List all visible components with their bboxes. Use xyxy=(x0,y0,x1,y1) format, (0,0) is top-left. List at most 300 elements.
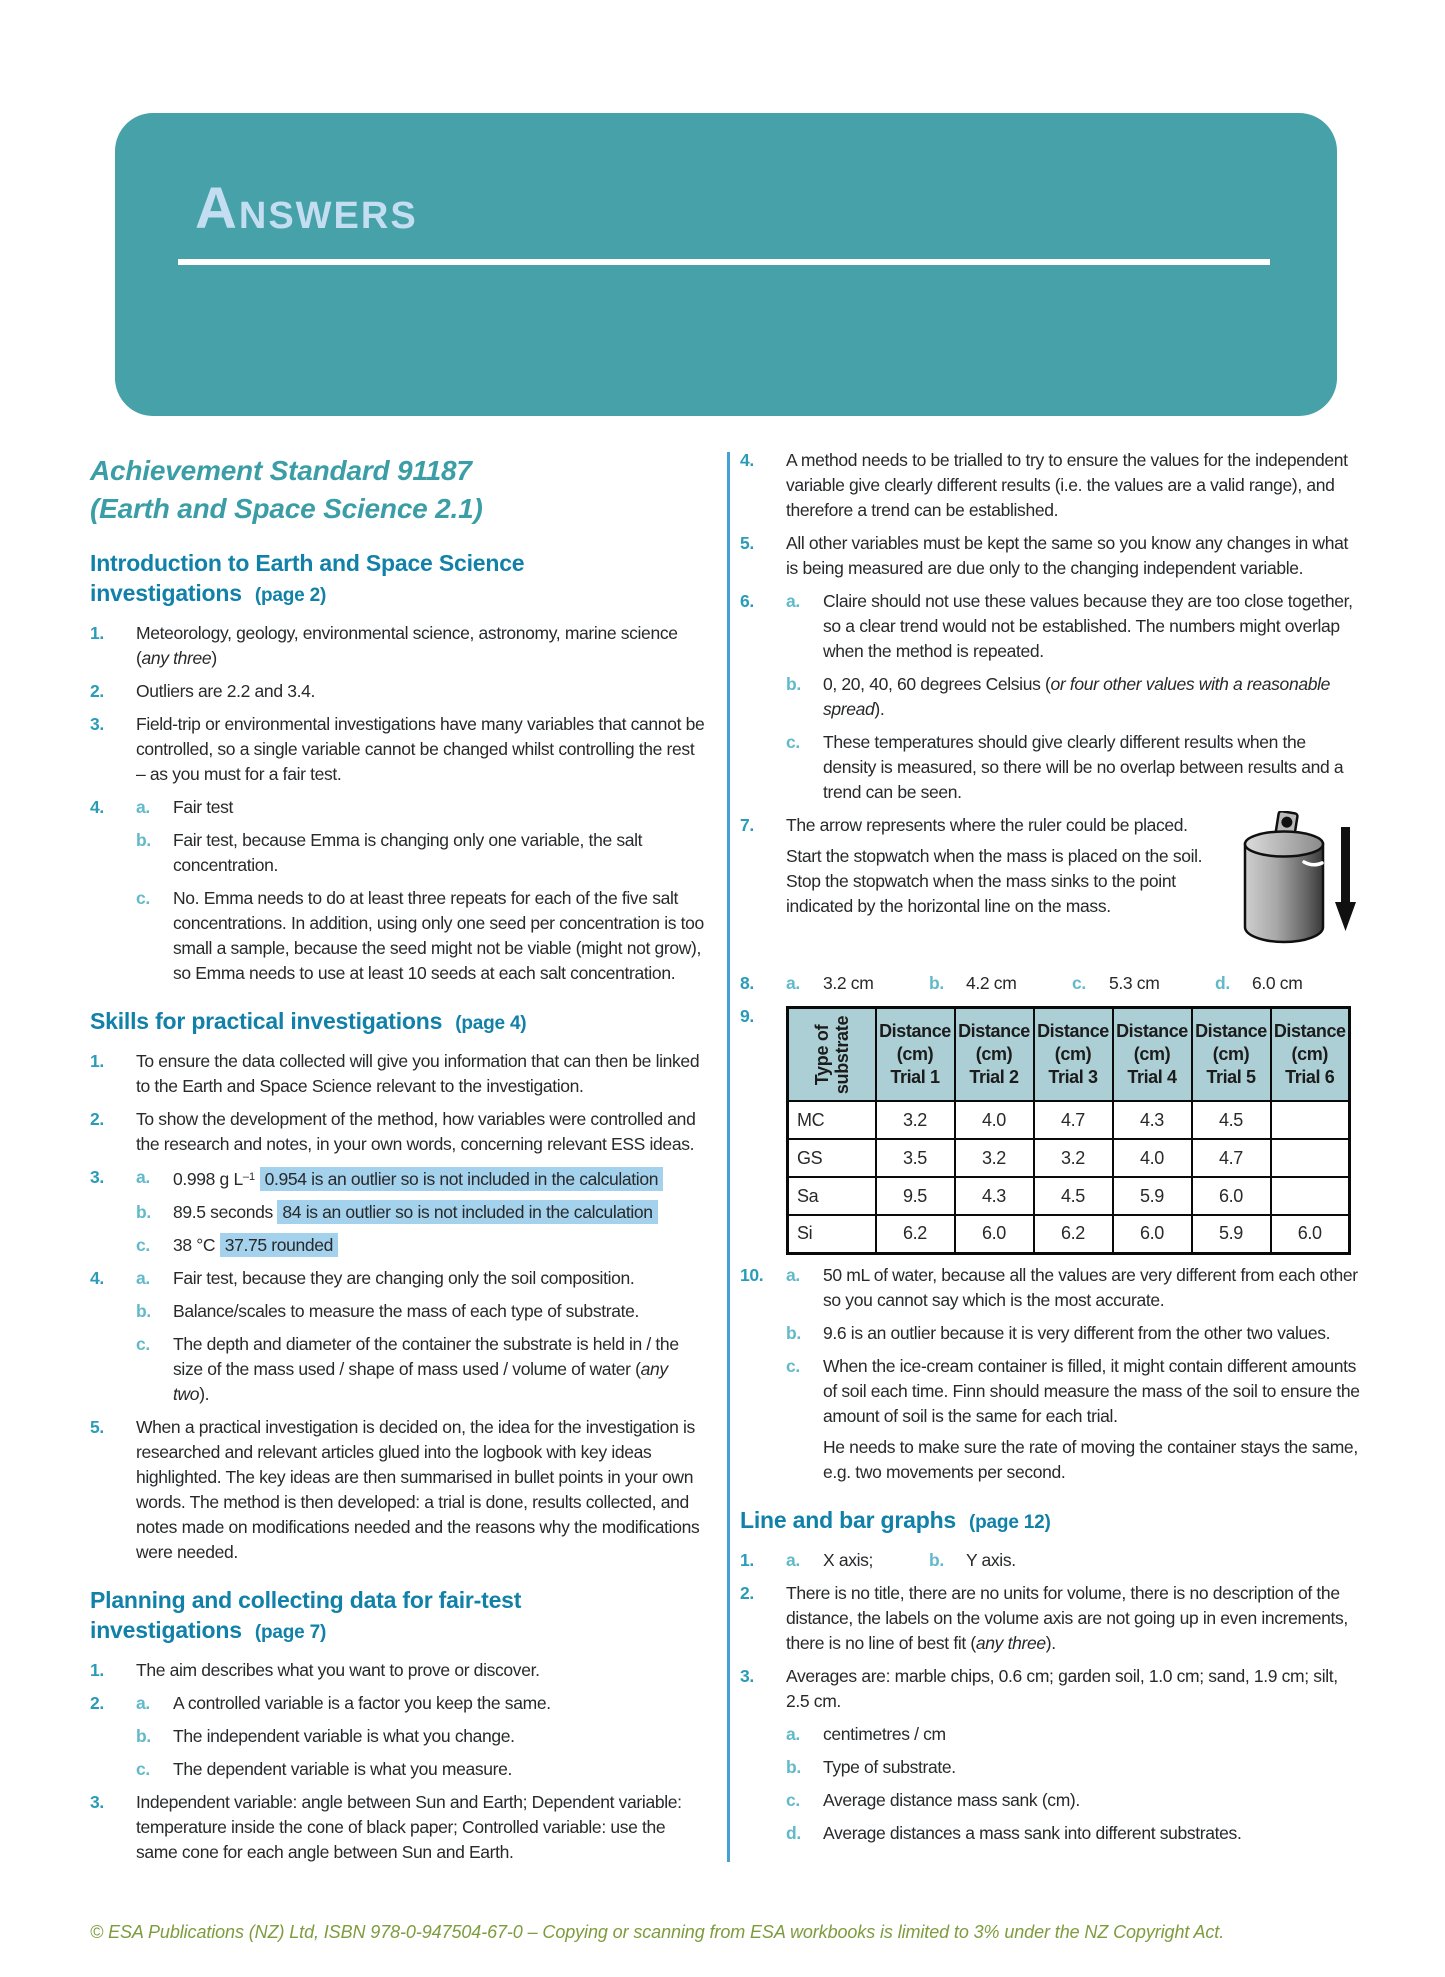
answer-text xyxy=(173,1266,706,1291)
answer-item xyxy=(740,672,1360,722)
section-heading xyxy=(90,1006,706,1039)
answer-text xyxy=(173,1200,706,1225)
item-number: 10. xyxy=(740,1264,764,1285)
section-title: Skills for practical investigations xyxy=(90,1008,443,1034)
superscript-text: –1 xyxy=(242,1171,256,1183)
answer-text xyxy=(786,971,1360,996)
answer-item xyxy=(740,448,1360,523)
answer-paragraph xyxy=(823,1788,1360,1813)
answer-paragraph xyxy=(136,679,706,704)
table-column-header-line: Distance xyxy=(879,1021,951,1041)
row-label-cell: Sa xyxy=(788,1177,876,1215)
text-segment: Fair test, because Emma is changing only one variable, the salt concentration. xyxy=(173,830,643,875)
answer-item xyxy=(90,1757,706,1782)
item-letter: b. xyxy=(136,1301,151,1321)
answer-paragraph xyxy=(786,1664,1360,1714)
text-segment: Fair test, because they are changing only the soil composition. xyxy=(173,1268,635,1288)
answer-paragraph xyxy=(136,1658,706,1683)
answer-item xyxy=(740,1664,1360,1714)
item-number: 1. xyxy=(90,1660,104,1680)
table-value-cell: 6.0 xyxy=(1271,1215,1350,1253)
answer-text xyxy=(173,1165,706,1192)
text-segment: There is no title, there are no units for volume, there is no description of the distance, the labels on the volume axis are not going up in even increments, there is no line of best fit ( xyxy=(786,1582,1348,1653)
table-header-row xyxy=(788,1008,1350,1102)
answer-text xyxy=(823,672,1360,722)
answer-item xyxy=(90,1658,706,1683)
text-segment: When the ice-cream container is filled, it might contain different amounts of soil each time. Finn should measure the mass of the soil to ensure the amount of soil is the same for each trial. xyxy=(823,1355,1360,1426)
answer-text xyxy=(173,1724,706,1749)
answer-item xyxy=(90,1724,706,1749)
answer-paragraph xyxy=(173,1233,706,1258)
inline-answer-pair xyxy=(929,971,1028,996)
answer-item xyxy=(90,1107,706,1157)
mass-body xyxy=(1245,844,1323,942)
banner-title: ANSWERS xyxy=(195,176,418,241)
inline-answer-pair xyxy=(1215,971,1314,996)
table-row xyxy=(788,1101,1350,1139)
page-reference: (page 2) xyxy=(254,585,327,606)
table-column-header-line: Trial 3 xyxy=(1048,1067,1098,1087)
item-number: 1. xyxy=(90,1051,104,1071)
item-number: 3. xyxy=(90,1792,104,1812)
table-value-cell: 9.5 xyxy=(876,1177,955,1215)
section-title: Planning and collecting data for fair-test investigations xyxy=(90,1587,522,1643)
text-segment: Field-trip or environmental investigations have many variables that cannot be controlled, so a single variable cannot be changed whilst controlling the rest – as you must for a fair test. xyxy=(136,714,705,784)
text-segment: The arrow represents where the ruler could be placed. xyxy=(786,815,1188,835)
table-value-cell: 6.0 xyxy=(1192,1177,1271,1215)
highlighted-answer: 84 is an outlier so is not included in the calculation xyxy=(277,1200,657,1224)
item-number: 5. xyxy=(90,1417,104,1437)
answer-item xyxy=(90,679,706,704)
answer-item xyxy=(90,1165,706,1192)
inline-answer-pair xyxy=(786,1548,885,1573)
text-segment: 0, 20, 40, 60 degrees Celsius ( xyxy=(823,674,1051,694)
answer-paragraph xyxy=(173,1757,706,1782)
text-segment: Average distance mass sank (cm). xyxy=(823,1789,1080,1810)
answer-text xyxy=(823,1788,1360,1813)
table-row xyxy=(788,1215,1350,1253)
section-heading xyxy=(90,548,706,611)
item-letter: a. xyxy=(136,1268,150,1288)
item-letter: a. xyxy=(136,1693,150,1713)
item-number: 3. xyxy=(90,714,104,734)
text-segment: To ensure the data collected will give you information that can then be linked to the Earth and Space Science relevant to the investigation. xyxy=(136,1051,700,1096)
table-value-cell: 4.0 xyxy=(955,1101,1034,1139)
item-letter: b. xyxy=(136,1726,151,1746)
text-segment: He needs to make sure the rate of moving the container stays the same, e.g. two movements per second. xyxy=(823,1436,1358,1482)
answer-text xyxy=(823,730,1360,805)
answer-item xyxy=(740,1354,1360,1485)
answer-paragraph xyxy=(823,1435,1360,1485)
answer-item xyxy=(90,1299,706,1324)
item-letter: c. xyxy=(786,1355,800,1376)
answer-paragraph xyxy=(136,1415,706,1565)
table-column-header xyxy=(1192,1008,1271,1102)
text-segment: 89.5 seconds xyxy=(173,1202,278,1222)
table-value-cell: 4.5 xyxy=(1034,1177,1113,1215)
text-segment: Balance/scales to measure the mass of each type of substrate. xyxy=(173,1301,639,1321)
answer-paragraph xyxy=(823,589,1360,664)
section-title: Introduction to Earth and Space Science investigations xyxy=(90,550,525,606)
answer-paragraph xyxy=(173,1724,706,1749)
answer-paragraph xyxy=(136,1790,706,1865)
item-letter: c. xyxy=(1072,973,1086,993)
answer-paragraph xyxy=(823,1263,1360,1313)
answer-item xyxy=(90,1233,706,1258)
item-letter: c. xyxy=(136,888,150,908)
item-number: 8. xyxy=(740,973,754,993)
answer-paragraph xyxy=(136,1049,706,1099)
answer-item xyxy=(740,1755,1360,1780)
answer-item xyxy=(740,730,1360,805)
answer-paragraph xyxy=(823,1321,1360,1346)
inline-answer-pair xyxy=(1072,971,1171,996)
answer-text xyxy=(136,1790,706,1865)
page-reference: (page 12) xyxy=(969,1511,1051,1533)
answer-item xyxy=(740,1821,1360,1846)
text-segment: 38 °C xyxy=(173,1235,220,1255)
page-reference: (page 4) xyxy=(455,1013,527,1034)
answer-text xyxy=(173,1332,706,1407)
item-letter: b. xyxy=(929,1549,944,1570)
item-letter: b. xyxy=(929,973,944,993)
text-segment: Type of substrate. xyxy=(823,1756,956,1777)
table-value-cell: 6.0 xyxy=(955,1215,1034,1253)
answer-item xyxy=(90,621,706,671)
table-column-header xyxy=(1113,1008,1192,1102)
answer-text xyxy=(823,1755,1360,1780)
answer-value: 6.0 cm xyxy=(1252,973,1303,993)
table-value-cell: 5.9 xyxy=(1113,1177,1192,1215)
copyright-footer: © ESA Publications (NZ) Ltd, ISBN 978-0-947504-67-0 – Copying or scanning from ESA workbooks is limited to 3% under the NZ Copyright Act. xyxy=(90,1922,1225,1942)
table-row xyxy=(788,1139,1350,1177)
text-segment: The depth and diameter of the container the substrate is held in / the size of the mass used / shape of mass used / volume of water ( xyxy=(173,1334,679,1379)
item-letter: c. xyxy=(136,1235,150,1255)
item-letter: c. xyxy=(786,732,800,752)
section-title: Line and bar graphs xyxy=(740,1506,957,1533)
answer-item xyxy=(90,828,706,878)
answer-paragraph xyxy=(823,1821,1360,1846)
answers-table-wrap xyxy=(786,1006,1360,1255)
item-number: 2. xyxy=(740,1582,754,1603)
table-column-header-line: Trial 2 xyxy=(969,1067,1019,1087)
answer-value: Y axis. xyxy=(966,1549,1016,1570)
answer-paragraph xyxy=(823,672,1360,722)
answer-text xyxy=(173,1757,706,1782)
highlighted-answer: 37.75 rounded xyxy=(220,1233,338,1257)
answer-value: 5.3 cm xyxy=(1109,973,1160,993)
table-column-header-line: (cm) xyxy=(1054,1044,1092,1064)
text-segment: Fair test xyxy=(173,797,234,817)
item-number: 2. xyxy=(90,1109,104,1129)
table-value-cell: 4.0 xyxy=(1113,1139,1192,1177)
answer-text xyxy=(786,813,1360,963)
table-value-cell: 3.2 xyxy=(876,1101,955,1139)
text-segment: A controlled variable is a factor you keep the same. xyxy=(173,1693,551,1713)
answer-item xyxy=(90,1200,706,1225)
text-segment: Claire should not use these values because they are too close together, so a clear trend would not be established. The numbers might overlap when the method is repeated. xyxy=(823,591,1353,661)
text-segment: ). xyxy=(1045,1632,1056,1653)
page-reference: (page 7) xyxy=(254,1622,327,1643)
answer-text xyxy=(136,1049,706,1099)
item-letter: c. xyxy=(136,1759,150,1779)
answers-banner xyxy=(115,113,1337,416)
table-column-header-line: Distance xyxy=(1195,1021,1267,1041)
table-value-cell: 4.7 xyxy=(1192,1139,1271,1177)
answer-text xyxy=(136,679,706,704)
answer-item xyxy=(740,1581,1360,1656)
text-segment: No. Emma needs to do at least three repeats for each of the five salt concentrations. In addition, using only one seed per concentration is too small a sample, because the seed might not be viable (might not grow), so Emma needs to use at least 10 seeds at each salt concentration. xyxy=(173,888,704,983)
answer-paragraph xyxy=(136,621,706,671)
answer-item xyxy=(90,1049,706,1099)
right-column xyxy=(740,448,1360,1854)
answer-paragraph xyxy=(173,795,706,820)
table-value-cell: 6.0 xyxy=(1113,1215,1192,1253)
text-segment: Average distances a mass sank into different substrates. xyxy=(823,1822,1242,1843)
item-letter: b. xyxy=(136,1202,151,1222)
mass-figure xyxy=(1238,811,1360,959)
table-column-header-line: Trial 5 xyxy=(1206,1067,1256,1087)
answer-paragraph xyxy=(173,886,706,986)
row-label-cell: Si xyxy=(788,1215,876,1253)
highlighted-answer: 0.954 is an outlier so is not included in the calculation xyxy=(260,1167,664,1191)
section-heading xyxy=(90,1585,706,1648)
inline-answer-pair xyxy=(786,971,885,996)
table-value-cell: 3.2 xyxy=(955,1139,1034,1177)
item-letter: c. xyxy=(786,1789,800,1810)
item-letter: a. xyxy=(136,1167,150,1187)
italic-note: any three xyxy=(975,1632,1046,1653)
answer-item xyxy=(740,531,1360,581)
answer-value: 4.2 cm xyxy=(966,973,1017,993)
mass-image xyxy=(1238,811,1360,959)
item-number: 2. xyxy=(90,681,104,701)
answer-text xyxy=(173,1233,706,1258)
item-letter: a. xyxy=(786,1723,800,1744)
table-value-cell: 4.3 xyxy=(1113,1101,1192,1139)
answers-table xyxy=(786,1006,1351,1255)
sink-arrow-icon xyxy=(1335,827,1356,931)
table-column-header-line: Distance xyxy=(958,1021,1030,1041)
answer-text xyxy=(786,1004,1360,1255)
text-segment: 9.6 is an outlier because it is very different from the other two values. xyxy=(823,1322,1331,1343)
answer-text xyxy=(136,1107,706,1157)
text-segment: Meteorology, geology, environmental science, astronomy, marine science ( xyxy=(136,623,678,668)
table-answer-item xyxy=(740,1004,1360,1255)
item-number: 2. xyxy=(90,1693,104,1713)
item-letter: a. xyxy=(786,1549,800,1570)
item-number: 7. xyxy=(740,815,754,835)
answer-item xyxy=(90,1415,706,1565)
text-segment: Averages are: marble chips, 0.6 cm; garden soil, 1.0 cm; sand, 1.9 cm; silt, 2.5 cm. xyxy=(786,1665,1338,1711)
left-column xyxy=(90,452,706,1873)
text-segment: 50 mL of water, because all the values are very different from each other so you cannot say which is the most accurate. xyxy=(823,1264,1358,1310)
item-number: 9. xyxy=(740,1006,754,1026)
text-segment: Start the stopwatch when the mass is placed on the soil. Stop the stopwatch when the mass sinks to the point indicated by the horizontal line on the mass. xyxy=(786,846,1203,916)
answer-text xyxy=(173,828,706,878)
standard-heading-line: (Earth and Space Science 2.1) xyxy=(90,493,483,524)
text-segment: 0.998 g L xyxy=(173,1169,243,1189)
table-column-header xyxy=(1034,1008,1113,1102)
answer-text xyxy=(173,886,706,986)
answer-item xyxy=(90,1332,706,1407)
answer-item xyxy=(740,1321,1360,1346)
answer-text xyxy=(136,621,706,671)
text-segment: ). xyxy=(874,699,885,719)
table-column-header xyxy=(1271,1008,1350,1102)
answer-value: X axis; xyxy=(823,1549,874,1570)
item-letter: b. xyxy=(136,830,151,850)
item-number: 1. xyxy=(90,623,104,643)
answer-paragraph xyxy=(786,448,1360,523)
answer-item xyxy=(90,1790,706,1865)
table-column-header-line: Trial 1 xyxy=(890,1067,940,1087)
item-letter: a. xyxy=(136,797,150,817)
italic-note: any two xyxy=(173,1359,668,1404)
item-letter: a. xyxy=(786,591,800,611)
table-corner-label: Type of substrate xyxy=(811,1015,852,1094)
table-head xyxy=(788,1008,1350,1102)
text-segment: All other variables must be kept the same so you know any changes in what is being measured are due only to the changing independent variable. xyxy=(786,533,1348,578)
item-number: 4. xyxy=(90,797,104,817)
text-segment: ) xyxy=(211,648,217,668)
text-segment: When a practical investigation is decided on, the idea for the investigation is researched and relevant articles glued into the logbook with key ideas highlighted. The key ideas are then summarised in bullet points in your own words. The method is then developed: a trial is done, results collected, and notes made on modifications needed and the reasons why the modifications were needed. xyxy=(136,1417,700,1562)
table-column-header-line: (cm) xyxy=(1291,1044,1328,1064)
answer-paragraph xyxy=(173,828,706,878)
answer-paragraph xyxy=(136,1107,706,1157)
item-letter: b. xyxy=(786,1322,801,1343)
table-value-cell: 4.3 xyxy=(955,1177,1034,1215)
table-column-header-line: Distance xyxy=(1037,1021,1109,1041)
table-column-header-line: (cm) xyxy=(896,1044,934,1064)
answer-text xyxy=(173,1691,706,1716)
row-label-cell: GS xyxy=(788,1139,876,1177)
answer-item xyxy=(740,1548,1360,1573)
table-corner-cell xyxy=(788,1008,876,1102)
item-letter: d. xyxy=(786,1822,801,1843)
answer-paragraph xyxy=(173,1165,706,1192)
text-segment: Outliers are 2.2 and 3.4. xyxy=(136,681,315,701)
answer-text xyxy=(173,1299,706,1324)
answer-item xyxy=(740,589,1360,664)
answer-paragraph xyxy=(786,531,1360,581)
answer-text xyxy=(173,795,706,820)
banner-underline xyxy=(178,259,1270,265)
item-number: 3. xyxy=(740,1665,754,1686)
answer-paragraph xyxy=(173,1266,706,1291)
item-number: 4. xyxy=(740,450,754,470)
table-column-header-line: (cm) xyxy=(1133,1044,1171,1064)
text-segment: The independent variable is what you change. xyxy=(173,1726,515,1746)
answer-text xyxy=(823,1821,1360,1846)
answer-text xyxy=(823,1263,1360,1313)
answer-paragraph xyxy=(173,1200,706,1225)
row-label-cell: MC xyxy=(788,1101,876,1139)
answer-paragraph xyxy=(823,1755,1360,1780)
table-column-header xyxy=(955,1008,1034,1102)
answer-text xyxy=(136,1415,706,1565)
text-segment: ). xyxy=(199,1384,210,1404)
answer-text xyxy=(786,531,1360,581)
answer-text xyxy=(823,589,1360,664)
text-segment: Independent variable: angle between Sun and Earth; Dependent variable: temperature inside the cone of black paper; Controlled variable: use the same cone for each angle between Sun and Earth. xyxy=(136,1792,682,1862)
item-number: 4. xyxy=(90,1268,104,1288)
table-value-cell xyxy=(1271,1139,1350,1177)
table-column-header-line: Distance xyxy=(1116,1021,1188,1041)
answer-text xyxy=(786,1664,1360,1714)
text-segment: A method needs to be trialled to try to ensure the values for the independent variable give clearly different results (i.e. the values are a valid range), and therefore a trend can be established. xyxy=(786,450,1348,520)
answer-item xyxy=(90,712,706,787)
answer-item xyxy=(740,1788,1360,1813)
answer-item xyxy=(90,1266,706,1291)
answer-item xyxy=(740,971,1360,996)
answer-text xyxy=(136,1658,706,1683)
item-number: 3. xyxy=(90,1167,104,1187)
standard-heading xyxy=(90,452,706,528)
item-letter: a. xyxy=(786,973,800,993)
table-value-cell: 3.5 xyxy=(876,1139,955,1177)
table-value-cell xyxy=(1271,1101,1350,1139)
table-value-cell: 3.2 xyxy=(1034,1139,1113,1177)
table-column-header-line: Distance xyxy=(1273,1021,1346,1041)
answer-text xyxy=(786,1581,1360,1656)
table-column-header-line: Trial 4 xyxy=(1127,1067,1177,1087)
table-value-cell: 4.5 xyxy=(1192,1101,1271,1139)
section-heading xyxy=(740,1505,1360,1538)
item-letter: c. xyxy=(136,1334,150,1354)
table-value-cell: 6.2 xyxy=(1034,1215,1113,1253)
italic-note: any three xyxy=(141,648,212,668)
text-segment: The aim describes what you want to prove or discover. xyxy=(136,1660,540,1680)
mass-top xyxy=(1245,832,1323,857)
answer-item xyxy=(90,795,706,820)
table-value-cell: 4.7 xyxy=(1034,1101,1113,1139)
italic-note: or four other values with a reasonable spread xyxy=(823,674,1331,719)
answer-item xyxy=(90,1691,706,1716)
answer-text xyxy=(136,712,706,787)
answer-text xyxy=(823,1321,1360,1346)
answer-text xyxy=(823,1722,1360,1747)
answer-paragraph xyxy=(173,1691,706,1716)
answer-paragraph xyxy=(823,730,1360,805)
item-letter: b. xyxy=(786,674,801,694)
item-number: 6. xyxy=(740,591,754,611)
table-value-cell xyxy=(1271,1177,1350,1215)
answer-text xyxy=(786,1548,1360,1573)
column-divider xyxy=(727,452,730,1862)
answer-value: 3.2 cm xyxy=(823,973,874,993)
text-segment: centimetres / cm xyxy=(823,1723,946,1744)
standard-heading-line: Achievement Standard 91187 xyxy=(90,455,472,486)
table-column-header xyxy=(876,1008,955,1102)
table-body xyxy=(788,1101,1350,1253)
table-row xyxy=(788,1177,1350,1215)
answer-text xyxy=(823,1354,1360,1485)
answer-item xyxy=(740,1722,1360,1747)
table-column-header-line: (cm) xyxy=(975,1044,1013,1064)
inline-answer-pair xyxy=(929,1548,1028,1573)
table-column-header-line: Trial 6 xyxy=(1285,1067,1335,1087)
answer-paragraph xyxy=(136,712,706,787)
text-segment: These temperatures should give clearly different results when the density is measured, so there will be no overlap between results and a trend can be seen. xyxy=(823,732,1344,802)
answer-text xyxy=(786,448,1360,523)
item-number: 5. xyxy=(740,533,754,553)
answer-paragraph xyxy=(173,1299,706,1324)
answer-paragraph xyxy=(823,1722,1360,1747)
table-column-header-line: (cm) xyxy=(1212,1044,1250,1064)
answer-paragraph xyxy=(786,1581,1360,1656)
item-letter: b. xyxy=(786,1756,801,1777)
